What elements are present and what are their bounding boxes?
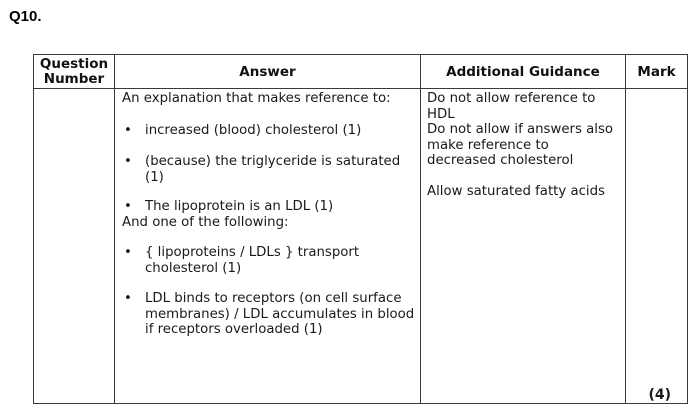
guidance-saturated: Allow saturated fatty acids — [427, 183, 605, 199]
answer-bullet-text: { lipoproteins / LDLs } transport cholesterol (1) — [145, 245, 360, 276]
mark-scheme-table — [33, 54, 688, 404]
guidance-cell — [421, 89, 626, 404]
answer-list-1 — [122, 123, 416, 215]
answer-intro: An explanation that makes reference to: — [122, 91, 391, 106]
answer-bullet — [122, 291, 416, 338]
answer-bullet-text: (because) the triglyceride is saturated (1) — [145, 154, 401, 185]
answer-list-2 — [122, 245, 416, 338]
answer-bullet-text: increased (blood) cholesterol (1) — [145, 122, 362, 138]
bullet-icon: • — [124, 122, 132, 138]
header-question-number-line1: Question — [39, 55, 109, 72]
answer-bullet — [122, 245, 416, 276]
bullet-icon: • — [124, 245, 132, 260]
question-number-cell — [34, 89, 115, 404]
answer-or-intro: And one of the following: — [122, 214, 289, 230]
answer-bullet — [122, 123, 416, 139]
guidance-decreased: Do not allow if answers also make reference to decreased cholesterol — [427, 122, 614, 168]
bullet-icon: • — [124, 154, 132, 169]
answer-bullet — [122, 154, 416, 185]
answer-cell — [115, 89, 421, 404]
header-row — [34, 55, 688, 89]
header-mark: Mark — [626, 55, 688, 89]
header-question-number-line2: Number — [43, 70, 105, 87]
mark-value: (4) — [648, 386, 671, 403]
answer-bullet-text: The lipoprotein is an LDL (1) — [145, 199, 334, 214]
guidance-hdl: Do not allow reference to HDL — [427, 91, 596, 122]
answer-bullet-text: LDL binds to receptors (on cell surface membranes) / LDL accumulates in blood if receptors overloaded (1) — [145, 291, 415, 337]
bullet-icon: • — [124, 199, 132, 214]
header-answer: Answer — [115, 55, 421, 89]
question-title: Q10. — [9, 8, 42, 25]
answer-bullet — [122, 199, 416, 215]
answer-row — [34, 89, 688, 404]
bullet-icon: • — [124, 291, 132, 306]
header-guidance: Additional Guidance — [421, 55, 626, 89]
mark-cell — [626, 89, 688, 404]
header-question-number — [34, 55, 115, 89]
